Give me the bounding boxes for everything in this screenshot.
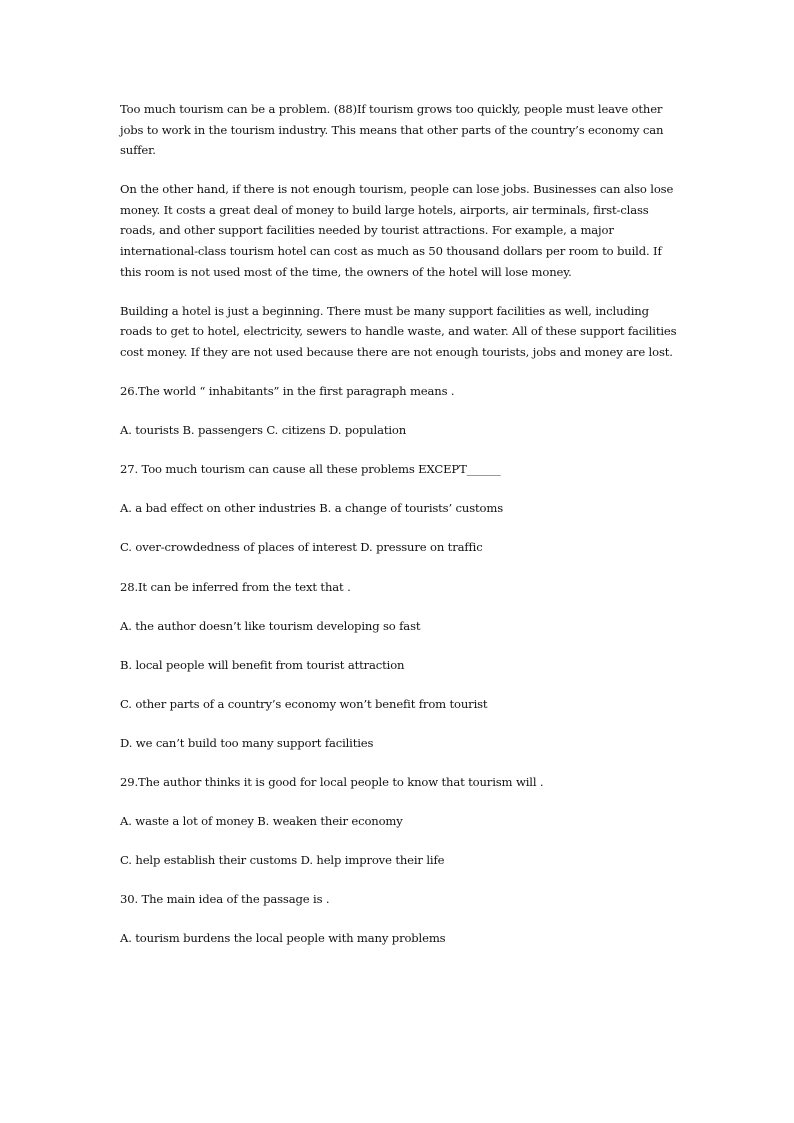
passage-paragraph-3: Building a hotel is just a beginning. There must be many support facilities as well, including roads to get to hotel, electricity, sewers to handle waste, and water. All of these support facilities cost money. If they are not used because there are not enough tourists, jobs and money are lost.: [120, 303, 677, 359]
passage-paragraph-2: On the other hand, if there is not enough tourism, people can lose jobs. Businesses can also lose money. It costs a great deal of money to build large hotels, airports, air terminals, first-class roads, and other support facilities needed by tourist attractions. For example, a major international-class tourism hotel can cost as much as 50 thousand dollars per room to build. If this room is not used most of the time, the owners of the hotel will lose money.: [120, 182, 674, 279]
question-28-option-d: D. we can’t build too many support facilities: [120, 735, 374, 750]
document-page: [120, 99, 682, 967]
question-29-options-cd: C. help establish their customs D. help improve their life: [120, 853, 445, 868]
question-27-options-ab: A. a bad effect on other industries B. a change of tourists’ customs: [120, 501, 503, 516]
question-29-options-ab: A. waste a lot of money B. weaken their economy: [120, 814, 403, 829]
question-28-stem: 28.It can be inferred from the text that .: [120, 579, 351, 594]
passage-paragraph-1: Too much tourism can be a problem. (88)If tourism grows too quickly, people must leave other jobs to work in the tourism industry. This means that other parts of the country’s economy can suffer.: [120, 102, 664, 158]
question-30-option-a: A. tourism burdens the local people with many problems: [120, 931, 446, 946]
question-28-option-a: A. the author doesn’t like tourism developing so fast: [120, 618, 421, 633]
question-28-option-b: B. local people will benefit from tourist attraction: [120, 657, 405, 672]
question-30-stem: 30. The main idea of the passage is .: [120, 892, 330, 907]
question-26-stem: 26.The world “ inhabitants” in the first paragraph means .: [120, 384, 455, 399]
question-27-options-cd: C. over-crowdedness of places of interest D. pressure on traffic: [120, 540, 483, 555]
question-29-stem: 29.The author thinks it is good for local people to know that tourism will .: [120, 774, 544, 789]
question-27-stem: 27. Too much tourism can cause all these problems EXCEPT______: [120, 462, 501, 477]
question-26-options: A. tourists B. passengers C. citizens D. population: [120, 423, 407, 438]
question-28-option-c: C. other parts of a country’s economy won’t benefit from tourist: [120, 696, 488, 711]
